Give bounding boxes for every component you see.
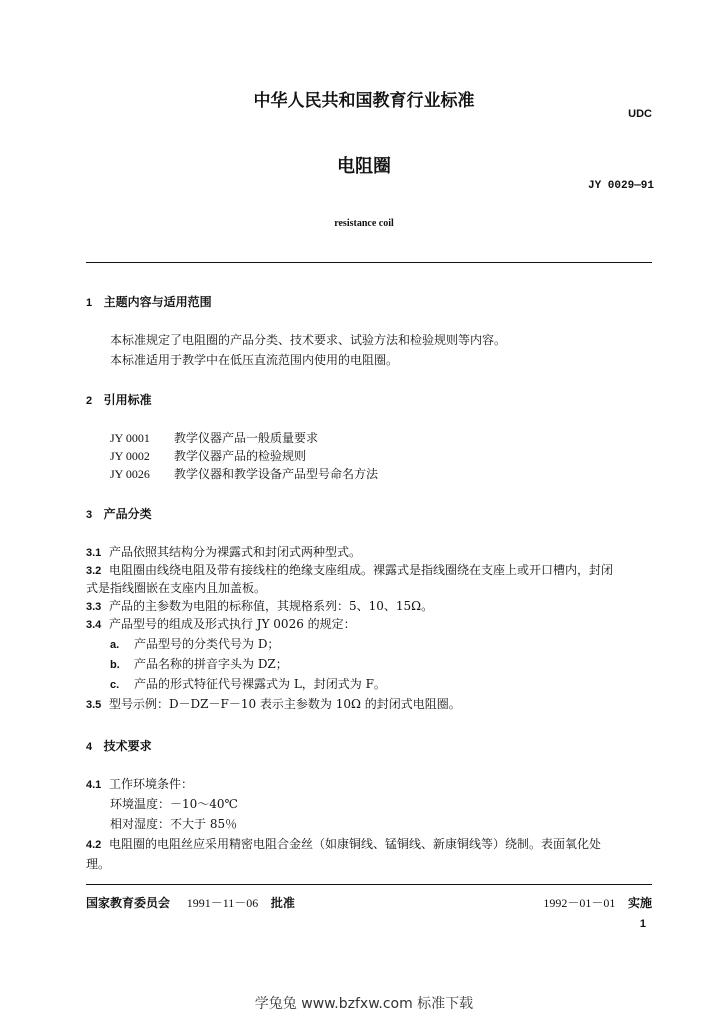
section-1-heading: 1 主题内容与适用范围 (86, 295, 212, 309)
footer-divider (86, 884, 652, 885)
list-item: a. 产品型号的分类代号为 D； (110, 637, 280, 651)
watermark: 学兔兔 www.bzfxw.com 标准下载 (254, 996, 474, 1012)
section-1-paragraph: 本标准适用于教学中在低压直流范围内使用的电阻圈。 (110, 353, 399, 367)
approval-line: 国家教育委员会 1991－11－06 批准 (86, 896, 295, 910)
implementation-line: 1992－01－01 实施 (543, 896, 652, 910)
reference-item: JY 0026 教学仪器和教学设备产品型号命名方法 (110, 467, 379, 481)
issuing-authority-heading: 中华人民共和国教育行业标准 (253, 91, 475, 111)
udc-label: UDC (628, 108, 652, 120)
clause-3-1: 3.1 产品依照其结构分为裸露式和封闭式两种型式。 (86, 545, 361, 559)
clause-4-2: 4.2 电阻圈的电阻丝应采用精密电阻合金丝（如康铜线、锰铜线、新康铜线等）绕制。表面氧化处 (86, 837, 601, 851)
clause-4-2-continued: 理。 (86, 857, 111, 871)
section-4-heading: 4 技术要求 (86, 739, 152, 753)
section-1-paragraph: 本标准规定了电阻圈的产品分类、技术要求、试验方法和检验规则等内容。 (110, 333, 507, 347)
clause-3-4: 3.4 产品型号的组成及形式执行 JY 0026 的规定： (86, 617, 356, 631)
list-item: b. 产品名称的拼音字头为 DZ； (110, 657, 288, 671)
section-3-heading: 3 产品分类 (86, 507, 152, 521)
clause-3-5: 3.5 型号示例：D－DZ－F－10 表示主参数为 10Ω 的封闭式电阻圈。 (86, 697, 461, 711)
english-title: resistance coil (334, 218, 394, 229)
reference-item: JY 0001 教学仪器产品一般质量要求 (110, 431, 319, 445)
page-number: 1 (639, 918, 646, 930)
header-divider (86, 262, 652, 263)
section-2-heading: 2 引用标准 (86, 393, 152, 407)
temperature-condition: 环境温度：－10～40℃ (110, 797, 238, 811)
clause-3-3: 3.3 产品的主参数为电阻的标称值，其规格系列：5、10、15Ω。 (86, 599, 434, 613)
standard-code: JY 0029—91 (587, 180, 654, 192)
clause-3-2: 3.2 电阻圈由线绕电阻及带有接线柱的绝缘支座组成。裸露式是指线圈绕在支座上或开口槽内，封闭 (86, 563, 613, 577)
humidity-condition: 相对湿度：不大于 85％ (110, 817, 238, 831)
clause-3-2-continued: 式是指线圈嵌在支座内且加盖板。 (86, 581, 267, 595)
document-title: 电阻圈 (337, 156, 391, 177)
list-item: c. 产品的形式特征代号裸露式为 L，封闭式为 F。 (110, 677, 386, 691)
clause-4-1: 4.1 工作环境条件： (86, 777, 193, 791)
reference-item: JY 0002 教学仪器产品的检验规则 (110, 449, 307, 463)
